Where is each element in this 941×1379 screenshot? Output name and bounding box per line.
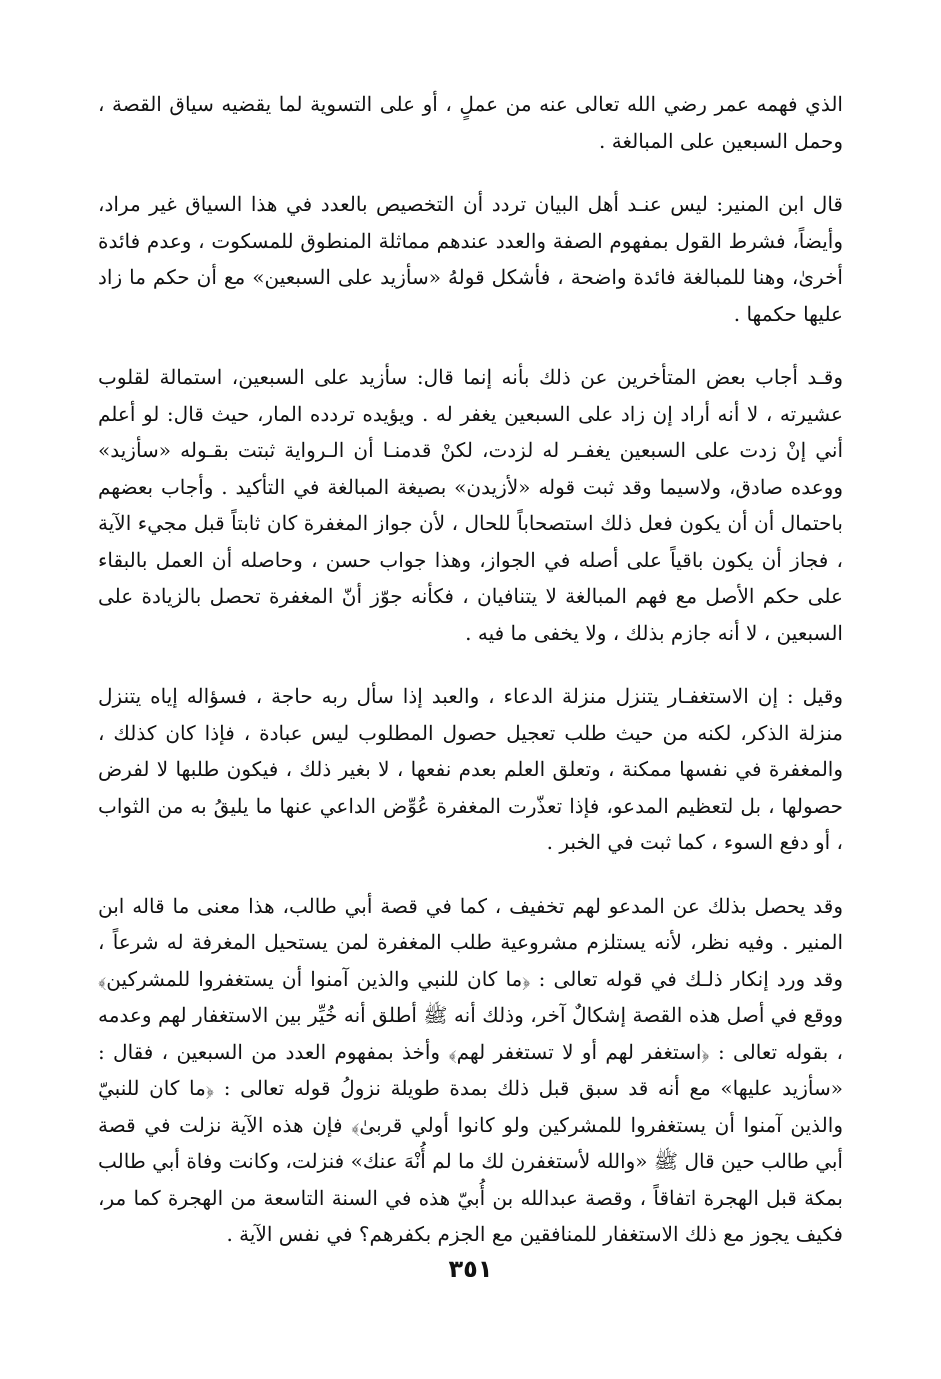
paragraph-3: وقـد أجاب بعض المتأخرين عن ذلك بأنه إنما قال: سأزيد على السبعين، استمالة لقلوب عشيرته ، لا أنه أراد إن زاد على السبعين يغفر له . ويؤيده تردده المار، حيث قال: لو أعلم أني إنْ زدت على السبعين يغفـر له لزدت، لكنْ قدمنـا أن الـرواية ثبتت بقـوله «سأزيد» ووعده صادق، ولاسيما وقد ثبت قوله «لأزيدن» بصيغة المبالغة في التأكيد . وأجاب بعضهم باحتمال أن أن يكون فعل ذلك استصحاباً للحال ، لأن جواز المغفرة كان ثابتاً قبل مجيء الآية ، فجاز أن يكون باقياً على أصله في الجواز، وهذا جواب حسن ، وحاصله أن العمل بالبقاء على حكم الأصل مع فهم المبالغة لا يتنافيان ، فكأنه جوّز أنّ المغفرة تحصل بالزيادة على السبعين ، لا أنه جازم بذلك ، ولا يخفى ما فيه .	[98, 365, 843, 645]
paragraph-2: قال ابن المنير: ليس عنـد أهل البيان تردد أن التخصيص بالعدد في هذا السياق غير مراد، وأيضاً، فشرط القول بمفهوم الصفة والعدد عندهم مماثلة المنطوق للمسكوت ، وعدم فائدة أخرىٰ، وهنا للمبالغة فائدة واضحة ، فأشكل قولهُ «سأزيد على السبعين» مع أن حكم ما زاد عليها حكمها .	[98, 192, 843, 326]
paragraph-4: وقيل : إن الاستغفـار يتنزل منزلة الدعاء ، والعبد إذا سأل ربه حاجة ، فسؤاله إياه يتنزل منزلة الذكر، لكنه من حيث طلب تعجيل حصول المطلوب ليس عبادة ، فإذا كان كذلك ، والمغفرة في نفسها ممكنة ، وتعلق العلم بعدم نفعها ، لا بغير ذلك ، فيكون طلبها لا لفرض حصولها ، بل لتعظيم المدعو، فإذا تعذّرت المغفرة عُوِّض الداعي عنها ما يليقُ به من الثواب ، أو دفع السوء ، كما ثبت في الخبر .	[98, 684, 843, 854]
paragraph-5: وقد يحصل بذلك عن المدعو لهم تخفيف ، كما في قصة أبي طالب، هذا معنى ما قاله ابن المنير . وفيه نظر، لأنه يستلزم مشروعية طلب المغفرة لمن يستحيل المغرفة له شرعاً ، وقد ورد إنكار ذلـك في قوله تعالى : ﴿ما كان للنبي والذين آمنوا أن يستغفروا للمشركين﴾ ووقع في أصل هذه القصة إشكالٌ آخر، وذلك أنه ﷺ أطلق أنه خُيِّر بين الاستغفار لهم وعدمه ، بقوله تعالى : ﴿استغفر لهم أو لا تستغفر لهم﴾ وأخذ بمفهوم العدد من السبعين ، فقال : «سأزيد عليها» مع أنه قد سبق قبل ذلك بمدة طويلة نزولُ قوله تعالى : ﴿ما كان للنبيّ والذين آمنوا أن يستغفروا للمشركين ولو كانوا أولي قربىٰ﴾ فإن هذه الآية نزلت في قصة أبي طالب حين قال ﷺ «والله لأستغفرن لك ما لم أُنْهَ عنك» فنزلت، وكانت وفاة أبي طالب بمكة قبل الهجرة اتفاقاً ، وقصة عبدالله بن أُبيّ هذه في السنة التاسعة من الهجرة كما مر، فكيف يجوز مع ذلك الاستغفار للمنافقين مع الجزم بكفرهم؟ في نفس الآية .	[98, 893, 844, 1246]
paragraph-1: الذي فهمه عمر رضي الله تعالى عنه من عملٍ ، أو على التسوية لما يقضيه سياق القصة ، وحمل السبعين على المبالغة .	[98, 92, 843, 153]
document-body	[98, 86, 843, 1253]
page-number: ٣٥١	[448, 1255, 493, 1283]
